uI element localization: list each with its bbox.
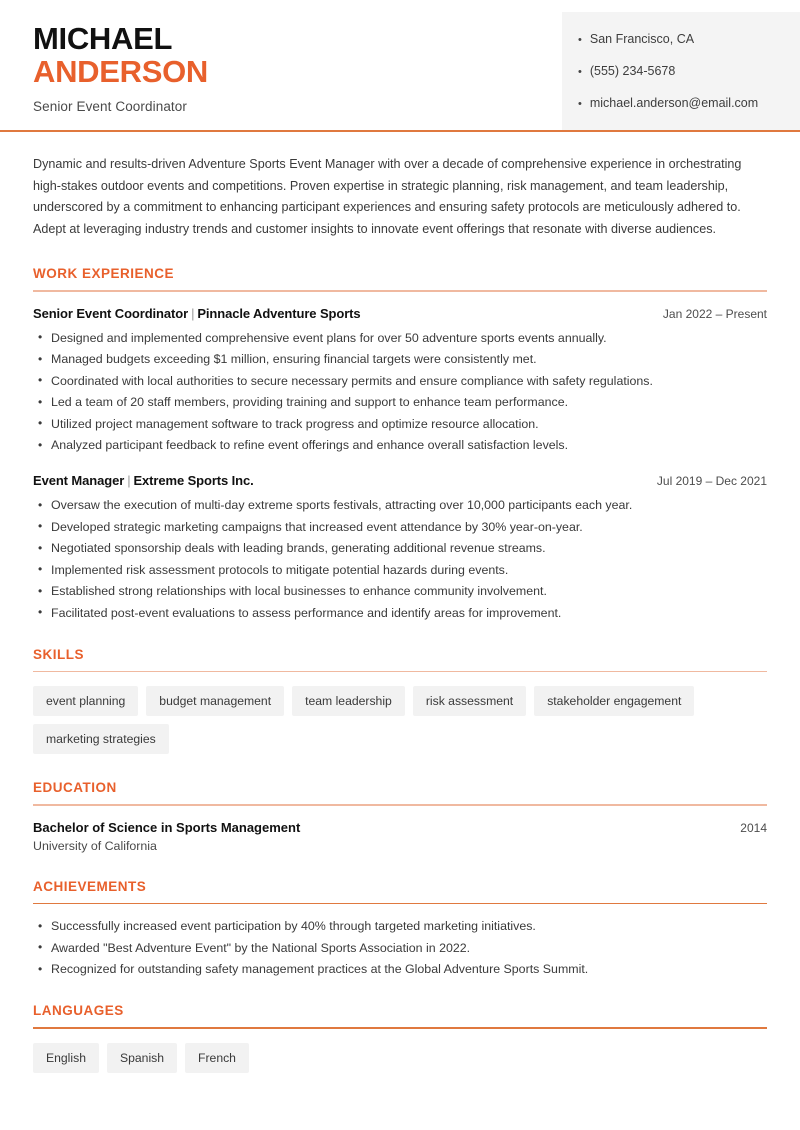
section-divider	[33, 804, 767, 806]
education-entry	[33, 820, 767, 853]
section-education	[33, 780, 767, 853]
title-separator: |	[127, 473, 131, 488]
skill-chip: risk assessment	[413, 686, 526, 716]
experience-bullet-list	[33, 330, 767, 454]
full-name	[33, 22, 208, 88]
achievement-bullet: • Successfully increased event participation by 40% through targeted marketing initiatives.	[33, 918, 767, 934]
section-languages	[33, 1003, 767, 1073]
experience-role: Event Manager	[33, 473, 125, 488]
experience-bullet: • Designed and implemented comprehensive event plans for over 50 adventure sports events annually.	[33, 330, 767, 346]
bullet-icon: •	[578, 98, 582, 110]
section-divider	[33, 1027, 767, 1029]
education-school: University of California	[33, 838, 157, 853]
experience-role: Senior Event Coordinator	[33, 305, 189, 321]
experience-bullet: • Implemented risk assessment protocols to mitigate potential hazards during events.	[33, 562, 767, 578]
experience-entry-header	[33, 306, 767, 321]
language-chip: Spanish	[107, 1043, 177, 1073]
experience-bullet: • Developed strategic marketing campaigns that increased event attendance by 30% year-on-year.	[33, 519, 767, 535]
experience-company: Pinnacle Adventure Sports	[197, 305, 361, 321]
section-title-work-experience: WORK EXPERIENCE	[33, 266, 175, 281]
bullet-icon: •	[578, 34, 582, 46]
experience-title	[33, 306, 361, 321]
experience-bullet: • Analyzed participant feedback to refine event offerings and enhance overall satisfaction levels.	[33, 437, 767, 453]
contact-item-email[interactable]	[578, 96, 784, 112]
experience-bullet: • Negotiated sponsorship deals with leading brands, generating additional revenue streams.	[33, 540, 767, 556]
experience-bullet: • Oversaw the execution of multi-day extreme sports festivals, attracting over 10,000 participants each year.	[33, 497, 767, 513]
skill-chip: stakeholder engagement	[534, 686, 694, 716]
experience-entry	[33, 473, 767, 621]
experience-bullet: • Utilized project management software to track progress and optimize resource allocation.	[33, 416, 767, 432]
experience-bullet-list	[33, 497, 767, 621]
contact-location-text: San Francisco, CA	[589, 32, 695, 46]
professional-title: Senior Event Coordinator	[33, 99, 187, 114]
resume-content	[0, 154, 800, 1073]
section-title-languages: LANGUAGES	[33, 1003, 124, 1018]
contact-phone-text[interactable]: (555) 234-5678	[589, 64, 676, 78]
experience-date: Jul 2019 – Dec 2021	[656, 474, 767, 488]
skill-chip: budget management	[146, 686, 284, 716]
section-divider	[33, 671, 767, 673]
experience-company: Extreme Sports Inc.	[133, 473, 254, 488]
header-divider	[0, 130, 800, 132]
contact-info-box	[562, 12, 800, 130]
experience-bullet: • Managed budgets exceeding $1 million, ensuring financial targets were consistently met.	[33, 351, 767, 367]
last-name: ANDERSON	[33, 54, 209, 89]
language-chip: French	[185, 1043, 249, 1073]
section-work-experience	[33, 266, 767, 621]
experience-bullet: • Led a team of 20 staff members, providing training and support to enhance team performance.	[33, 394, 767, 410]
section-title-education: EDUCATION	[33, 780, 117, 795]
section-title-achievements: ACHIEVEMENTS	[33, 878, 147, 894]
contact-item-location	[578, 32, 784, 48]
achievement-bullet: • Awarded "Best Adventure Event" by the National Sports Association in 2022.	[33, 940, 767, 956]
header-identity	[0, 0, 208, 114]
skill-chip: event planning	[33, 686, 138, 716]
contact-email-text[interactable]: michael.anderson@email.com	[589, 96, 759, 110]
experience-entry	[33, 306, 767, 454]
education-entry-header	[33, 820, 767, 835]
experience-title	[33, 473, 254, 488]
section-title-skills: SKILLS	[33, 646, 85, 662]
experience-date: Jan 2022 – Present	[662, 306, 767, 321]
skills-chip-list	[33, 686, 767, 754]
experience-bullet: • Facilitated post-event evaluations to assess performance and identify areas for improvement.	[33, 605, 767, 621]
language-chip: English	[33, 1043, 99, 1073]
section-divider	[33, 903, 767, 905]
section-skills	[33, 647, 767, 755]
skill-chip: marketing strategies	[33, 724, 169, 754]
languages-chip-list	[33, 1043, 767, 1073]
title-separator: |	[191, 305, 195, 321]
section-achievements	[33, 879, 767, 978]
education-year: 2014	[740, 820, 767, 835]
professional-summary: Dynamic and results-driven Adventure Sports Event Manager with over a decade of comprehensive experience in orchestrating high-stakes outdoor events and competitions. Proven expertise in strategic planning, risk management, and team leadership, underscored by a commitment to enhancing participant experiences and ensuring safety protocols are meticulously adhered to. Adept at leveraging industry trends and customer insights to innovate event offerings that resonate with diverse audiences.	[33, 157, 742, 236]
experience-bullet: • Established strong relationships with local businesses to enhance community involvement.	[33, 583, 767, 599]
achievements-bullet-list	[33, 918, 767, 977]
bullet-icon: •	[578, 66, 582, 78]
section-divider	[33, 290, 767, 292]
experience-bullet: • Coordinated with local authorities to secure necessary permits and ensure compliance with safety regulations.	[33, 373, 767, 389]
first-name: MICHAEL	[33, 21, 173, 56]
achievement-bullet: • Recognized for outstanding safety management practices at the Global Adventure Sports Summit.	[33, 961, 767, 977]
contact-item-phone[interactable]	[578, 64, 784, 80]
skill-chip: team leadership	[292, 686, 405, 716]
experience-entry-header	[33, 473, 767, 488]
education-degree: Bachelor of Science in Sports Management	[33, 819, 301, 835]
resume-header	[0, 0, 800, 130]
